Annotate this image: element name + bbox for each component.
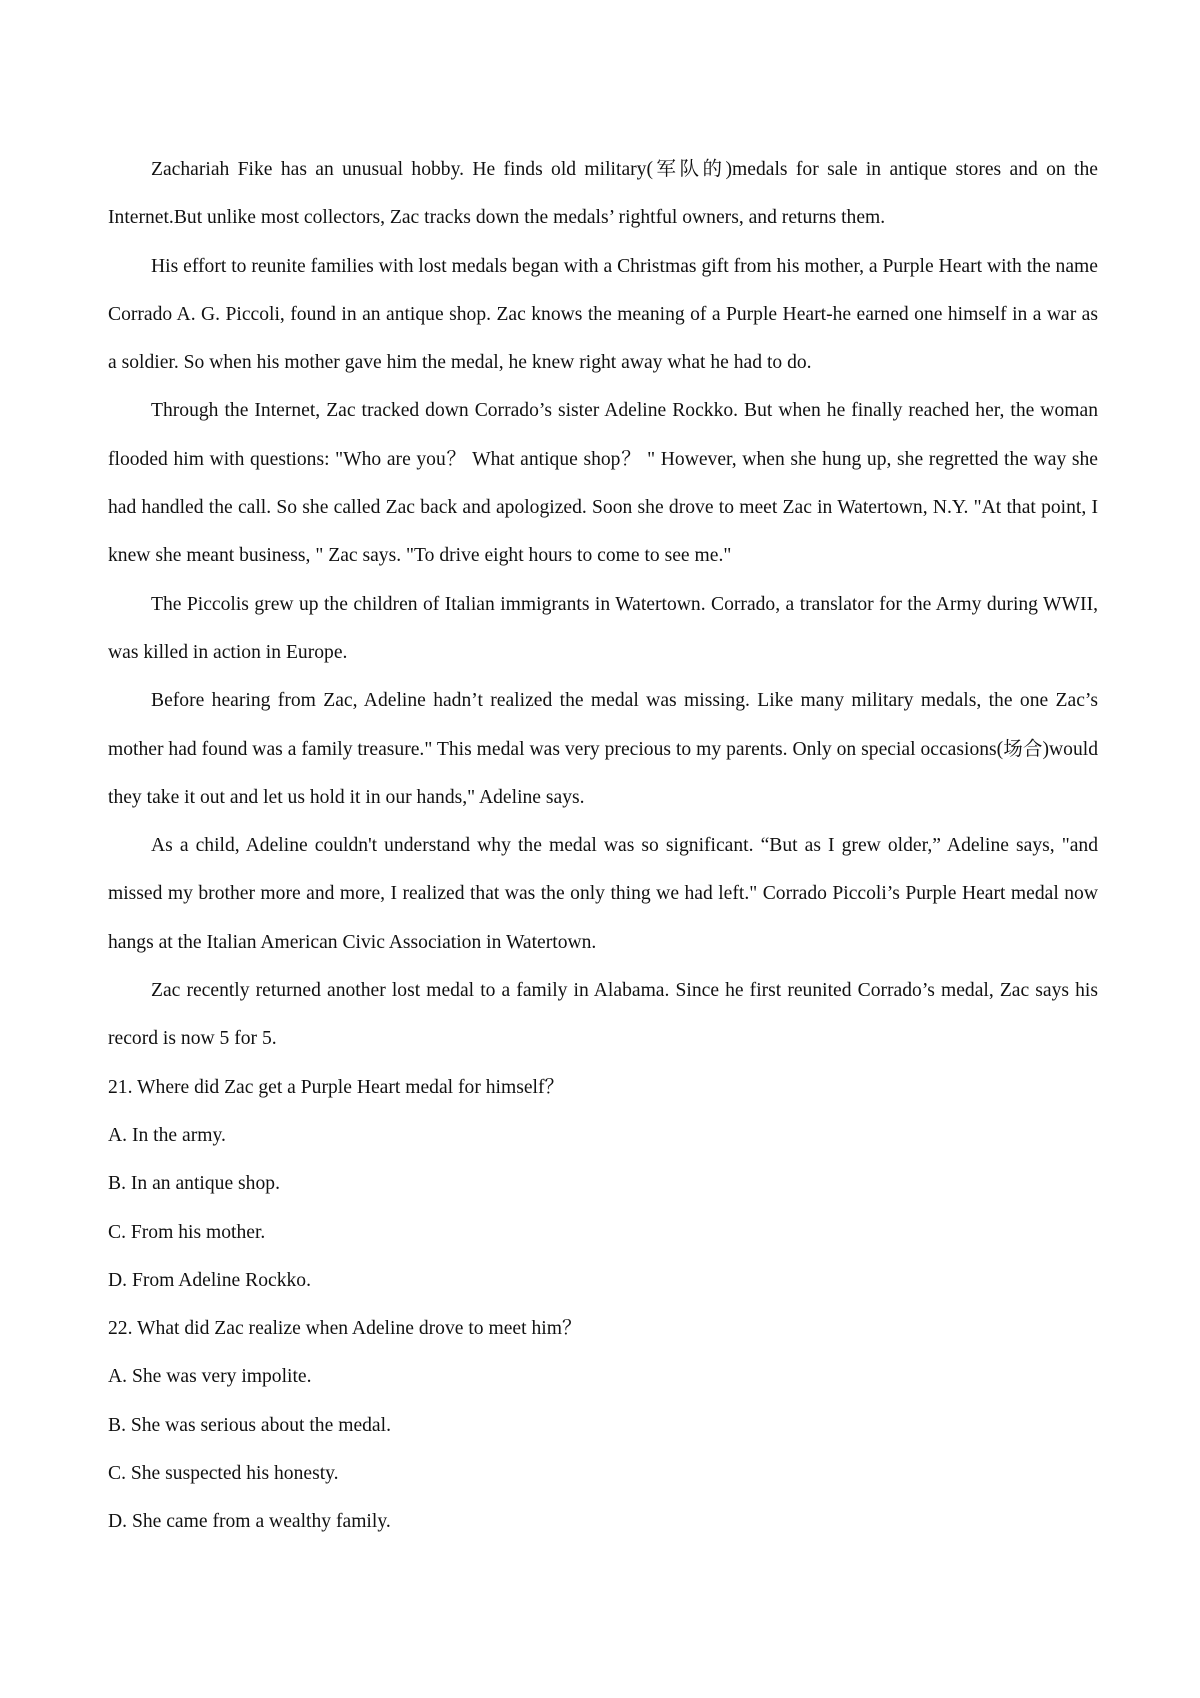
answer-option-c: C. From his mother.: [108, 1221, 266, 1243]
question-stem: 21. Where did Zac get a Purple Heart medal for himself？: [108, 1076, 565, 1098]
question-22: [108, 1305, 1098, 1546]
passage-paragraph: Zac recently returned another lost medal to a family in Alabama. Since he first reunited Corrado’s medal, Zac says his record is now 5 for 5.: [108, 980, 1098, 1050]
answer-option-b: B. In an antique shop.: [108, 1173, 280, 1195]
passage-paragraph: Through the Internet, Zac tracked down Corrado’s sister Adeline Rockko. But when he finally reached her, the woman flooded him with questions: "Who are you？ What antique shop？ " However, when she hung up, she regretted the way she had handled the call. So she called Zac back and apologized. Soon she drove to meet Zac in Watertown, N.Y. "At that point, I knew she meant business, " Zac says. "To drive eight hours to come to see me.": [108, 400, 1098, 567]
answer-option-d: D. From Adeline Rockko.: [108, 1269, 311, 1291]
passage-paragraph: His effort to reunite families with lost medals began with a Christmas gift from his mother, a Purple Heart with the name Corrado A. G. Piccoli, found in an antique shop. Zac knows the meaning of a Purple Heart-he earned one himself in a war as a soldier. So when his mother gave him the medal, he knew right away what he had to do.: [108, 255, 1098, 374]
question-21: [108, 1064, 1098, 1305]
answer-option-c: C. She suspected his honesty.: [108, 1463, 339, 1485]
passage-paragraph: Zachariah Fike has an unusual hobby. He finds old military(军队的)medals for sale in antique stores and on the Internet.But unlike most collectors, Zac tracks down the medals’ rightful owners, and returns them.: [108, 159, 1098, 229]
document-page: [108, 146, 1098, 1547]
passage-paragraph: As a child, Adeline couldn't understand why the medal was so significant. “But as I grew older,” Adeline says, "and missed my brother more and more, I realized that was the only thing we had left." Corrado Piccoli’s Purple Heart medal now hangs at the Italian American Civic Association in Watertown.: [108, 835, 1098, 953]
answer-option-a: A. She was very impolite.: [108, 1366, 312, 1388]
answer-option-b: B. She was serious about the medal.: [108, 1414, 391, 1436]
answer-option-a: A. In the army.: [108, 1124, 226, 1146]
passage-paragraph: Before hearing from Zac, Adeline hadn’t realized the medal was missing. Like many military medals, the one Zac’s mother had found was a family treasure." This medal was very precious to my parents. Only on special occasions(场合)would they take it out and let us hold it in our hands," Adeline says.: [108, 690, 1098, 808]
question-stem: 22. What did Zac realize when Adeline drove to meet him？: [108, 1318, 582, 1340]
passage-paragraph: The Piccolis grew up the children of Italian immigrants in Watertown. Corrado, a translator for the Army during WWII, was killed in action in Europe.: [108, 593, 1098, 663]
answer-option-d: D. She came from a wealthy family.: [108, 1511, 391, 1533]
reading-passage: [108, 146, 1098, 1064]
